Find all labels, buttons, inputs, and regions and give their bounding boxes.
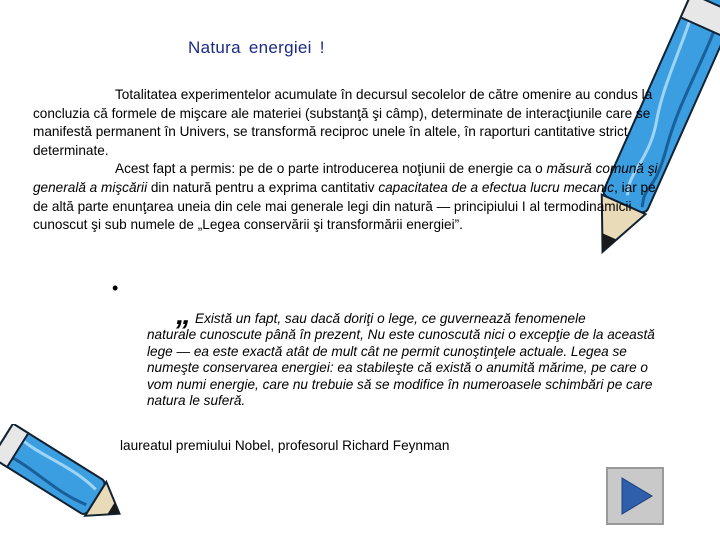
paragraph-2-emphasis-2: capacitatea de a efectua lucru mecanic bbox=[378, 179, 615, 195]
quote-attribution: laureatul premiului Nobel, profesorul Richard Feynman bbox=[120, 438, 450, 453]
paragraph-2-part-a: Acest fapt a permis: pe de o parte introducerea noţiunii de energie ca o bbox=[115, 161, 547, 177]
paragraph-2-emphasis-1: măsură comună şi generală a mişcării bbox=[33, 161, 658, 195]
paragraph-2-part-c: , iar pe de altă parte enunţarea uneia din cele mai generale legi din natură — principiului I al termodinamicii cunoscut şi sub numele de „Legea conservării şi transformării energiei”. bbox=[33, 179, 656, 233]
quote-open-mark: „ bbox=[176, 298, 191, 331]
pencil-icon-bottom-left bbox=[0, 424, 130, 540]
slide-title: Natura energiei ! bbox=[188, 38, 325, 57]
main-text bbox=[33, 86, 665, 235]
play-icon bbox=[608, 469, 662, 523]
next-slide-button[interactable] bbox=[606, 467, 664, 525]
feynman-quote bbox=[147, 311, 659, 409]
quote-rest: naturale cunoscute până în prezent, Nu este cunoscută nici o excepţie de la această lege — ea este exactă atât de mult cât ne permit cunoştinţele actuale. Legea se numeşte conservarea energiei: ea stabileşte că există o anumită mărime, pe care o vom numi energie, care nu trebuie să se modifice în numeroasele schimbări pe care natura le suferă. bbox=[147, 327, 655, 409]
quote-first-line: Există un fapt, sau dacă doriţi o lege, ce guvernează fenomenele bbox=[195, 311, 586, 326]
paragraph-2 bbox=[33, 160, 665, 234]
bullet-point: • bbox=[112, 278, 119, 298]
paragraph-1: Totalitatea experimentelor acumulate în decursul secolelor de către omenire au condus la concluzia că formele de mişcare ale materiei (substanţă şi câmp), determinate de interacţiunile care se manifestă permanent în Univers, se transformă reciproc unele în altele, în raporturi cantitative strict determinate. bbox=[33, 87, 653, 158]
paragraph-2-part-b: din natură pentru a exprima cantitativ bbox=[147, 179, 379, 195]
